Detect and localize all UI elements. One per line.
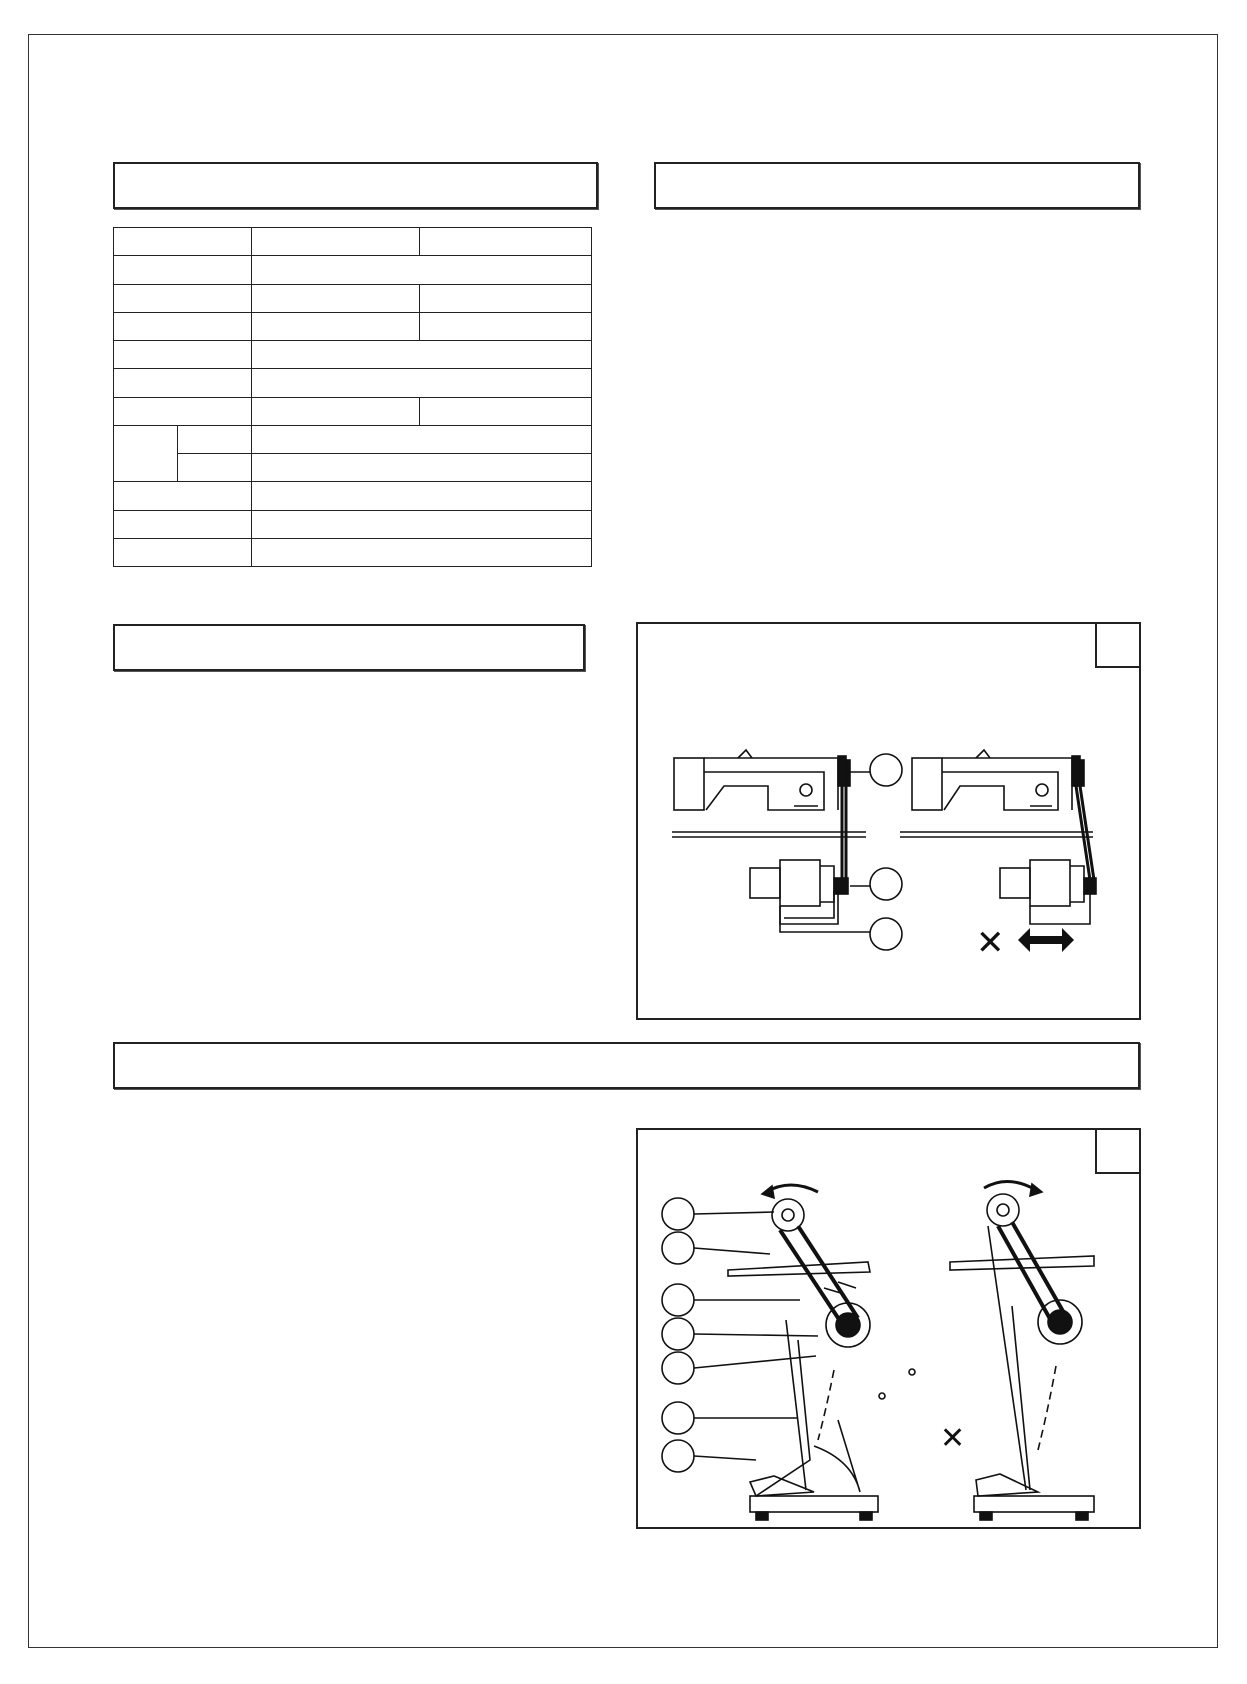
table-cell — [252, 454, 592, 482]
table-row — [114, 284, 592, 312]
table-cell — [114, 228, 252, 256]
callout-circle-7 — [662, 1440, 694, 1472]
callout-circle-3 — [662, 1284, 694, 1316]
table-cell — [114, 510, 252, 538]
table-cell — [420, 312, 592, 340]
stand-correct — [694, 1185, 878, 1520]
incorrect-mark-icon: ✕ — [976, 923, 1005, 963]
table-cell — [114, 369, 252, 397]
table-cell — [114, 538, 252, 566]
table-cell — [114, 312, 252, 340]
table-row — [114, 454, 592, 482]
table-cell — [252, 425, 592, 453]
table-row — [114, 425, 592, 453]
table-cell — [252, 228, 420, 256]
stand-belt-illustration — [638, 1130, 1143, 1531]
table-cell — [178, 454, 252, 482]
callout-circle-6 — [662, 1402, 694, 1434]
table-cell — [114, 397, 252, 425]
table-row — [114, 256, 592, 284]
incorrect-mark-icon: ✕ — [940, 1421, 966, 1456]
table-cell — [420, 284, 592, 312]
table-cell — [252, 482, 592, 510]
sewing-machine-head-correct — [674, 750, 838, 810]
table-cell — [252, 284, 420, 312]
table-cell — [252, 312, 420, 340]
section-header-right-top — [654, 162, 1140, 209]
callout-circle-1 — [662, 1198, 694, 1230]
table-row — [114, 538, 592, 566]
belt-alignment-illustration — [638, 624, 1143, 1022]
table-row — [114, 312, 592, 340]
table-row — [114, 341, 592, 369]
callout-circle-2 — [870, 868, 902, 900]
callout-circle-2 — [662, 1232, 694, 1264]
callout-circle-3 — [870, 918, 902, 950]
table-cell — [178, 425, 252, 453]
figure-stand-belt — [636, 1128, 1141, 1529]
angle-marker-dot — [909, 1369, 915, 1375]
table-row — [114, 228, 592, 256]
table-cell — [252, 510, 592, 538]
callout-circle-1 — [870, 754, 902, 786]
specification-table — [113, 227, 592, 567]
table-cell — [252, 369, 592, 397]
table-cell — [114, 284, 252, 312]
figure-belt-alignment — [636, 622, 1141, 1020]
sewing-machine-head-incorrect — [912, 750, 1072, 810]
double-arrow-icon — [1018, 928, 1074, 952]
table-cell — [420, 228, 592, 256]
section-header-installation — [113, 624, 585, 671]
table-row — [114, 482, 592, 510]
table-cell — [114, 482, 252, 510]
table-row — [114, 369, 592, 397]
table-row — [114, 397, 592, 425]
section-header-specifications — [113, 162, 598, 209]
table-cell — [420, 397, 592, 425]
table-cell — [252, 397, 420, 425]
table-row — [114, 510, 592, 538]
callout-circle-4 — [662, 1318, 694, 1350]
table-cell — [114, 256, 252, 284]
table-cell — [252, 341, 592, 369]
table-cell — [114, 341, 252, 369]
table-cell — [252, 538, 592, 566]
callout-circle-5 — [662, 1352, 694, 1384]
table-cell — [252, 256, 592, 284]
section-header-full-width — [113, 1042, 1140, 1089]
table-cell — [114, 425, 178, 482]
stand-incorrect — [950, 1181, 1094, 1520]
angle-marker-dot — [879, 1393, 885, 1399]
